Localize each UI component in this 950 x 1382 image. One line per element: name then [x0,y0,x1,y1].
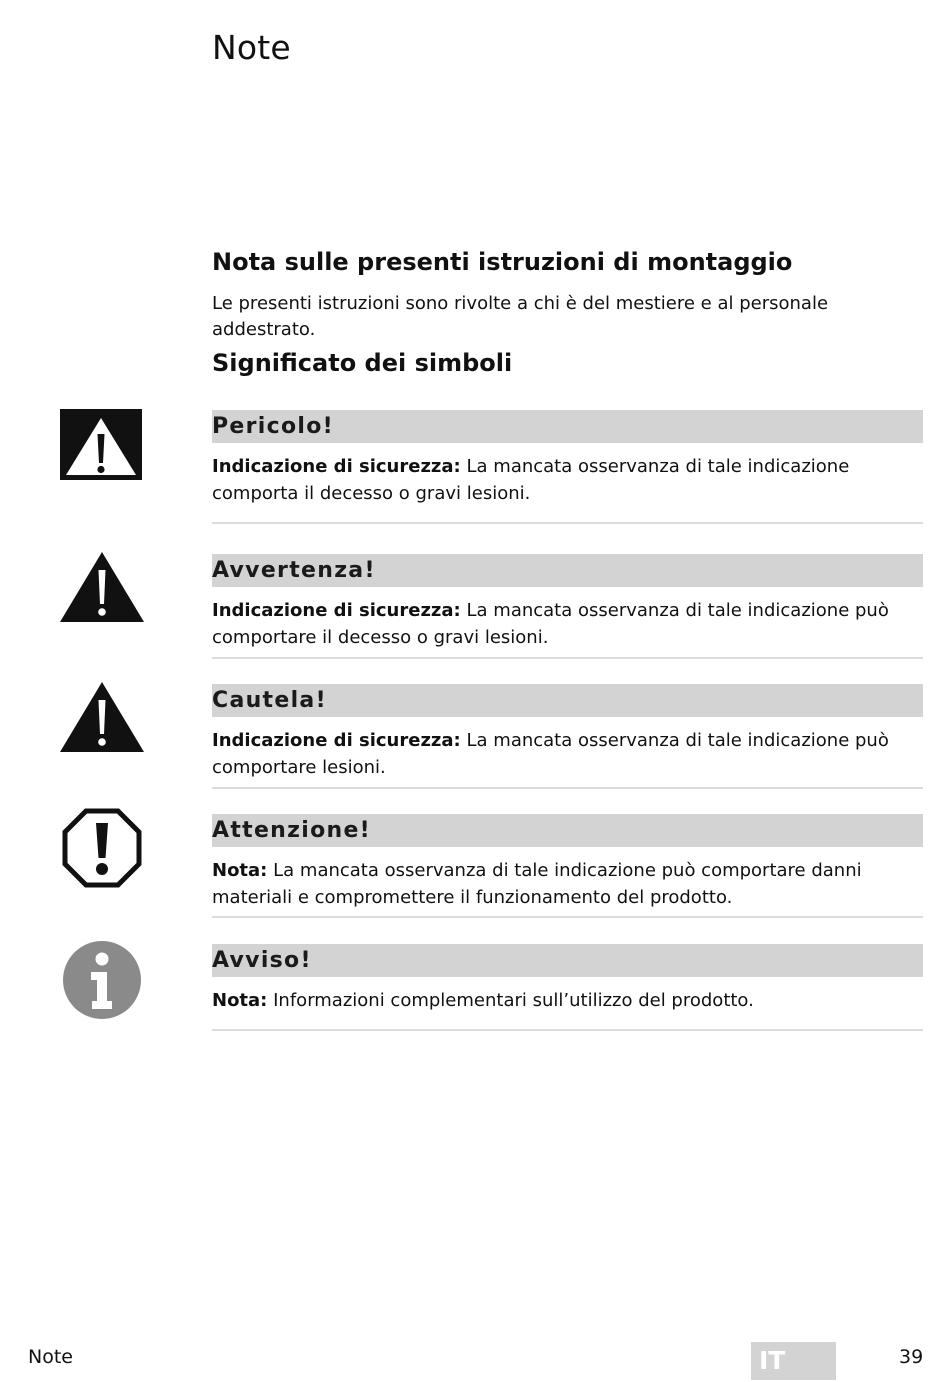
symbol-title: Avviso! [212,948,312,973]
page-title: Note [212,28,291,67]
assembly-note-heading: Nota sulle presenti istruzioni di montaggio [212,248,793,276]
divider [212,916,923,918]
symbol-desc-label: Nota: [212,860,268,881]
symbol-title-bar [212,944,923,977]
symbol-title: Pericolo! [212,414,334,439]
symbol-description [212,453,924,507]
symbol-description [212,987,924,1014]
symbol-desc-label: Indicazione di sicurezza: [212,600,461,621]
symbol-desc-text: La mancata osservanza di tale indicazione può comportare danni materiali e compromettere il funzionamento del prodotto. [212,860,862,908]
symbol-title: Attenzione! [212,818,372,843]
symbol-desc-text: Informazioni complementari sull’utilizzo del prodotto. [273,990,754,1011]
language-badge: IT [751,1342,836,1380]
divider [212,787,923,789]
warning-triangle-icon [58,550,146,630]
page-number: 39 [899,1346,924,1368]
symbol-desc-text: La mancata osservanza di tale indicazione può comportare il decesso o gravi lesioni. [212,600,889,648]
symbol-desc-label: Nota: [212,990,268,1011]
symbol-title-bar [212,684,923,717]
attention-octagon-icon [58,808,146,888]
symbol-title: Avvertenza! [212,558,376,583]
info-icon [58,940,146,1020]
symbol-desc-label: Indicazione di sicurezza: [212,730,461,751]
symbol-description [212,857,924,911]
symbol-title-bar [212,410,923,443]
symbol-desc-label: Indicazione di sicurezza: [212,456,461,477]
caution-triangle-icon [58,680,146,760]
symbol-description [212,597,924,651]
symbol-title: Cautela! [212,688,327,713]
symbol-description [212,727,924,781]
symbol-desc-text: La mancata osservanza di tale indicazione comporta il decesso o gravi lesioni. [212,456,850,504]
danger-warning-icon [58,407,146,487]
symbol-desc-text: La mancata osservanza di tale indicazione può comportare lesioni. [212,730,889,778]
symbol-title-bar [212,554,923,587]
assembly-note-text: Le presenti istruzioni sono rivolte a chi è del mestiere e al personale addestrato. [212,293,829,340]
symbols-heading: Significato dei simboli [212,349,513,377]
divider [212,522,923,524]
divider [212,657,923,659]
symbol-title-bar [212,814,923,847]
footer-section-label: Note [28,1346,73,1368]
divider [212,1029,923,1031]
